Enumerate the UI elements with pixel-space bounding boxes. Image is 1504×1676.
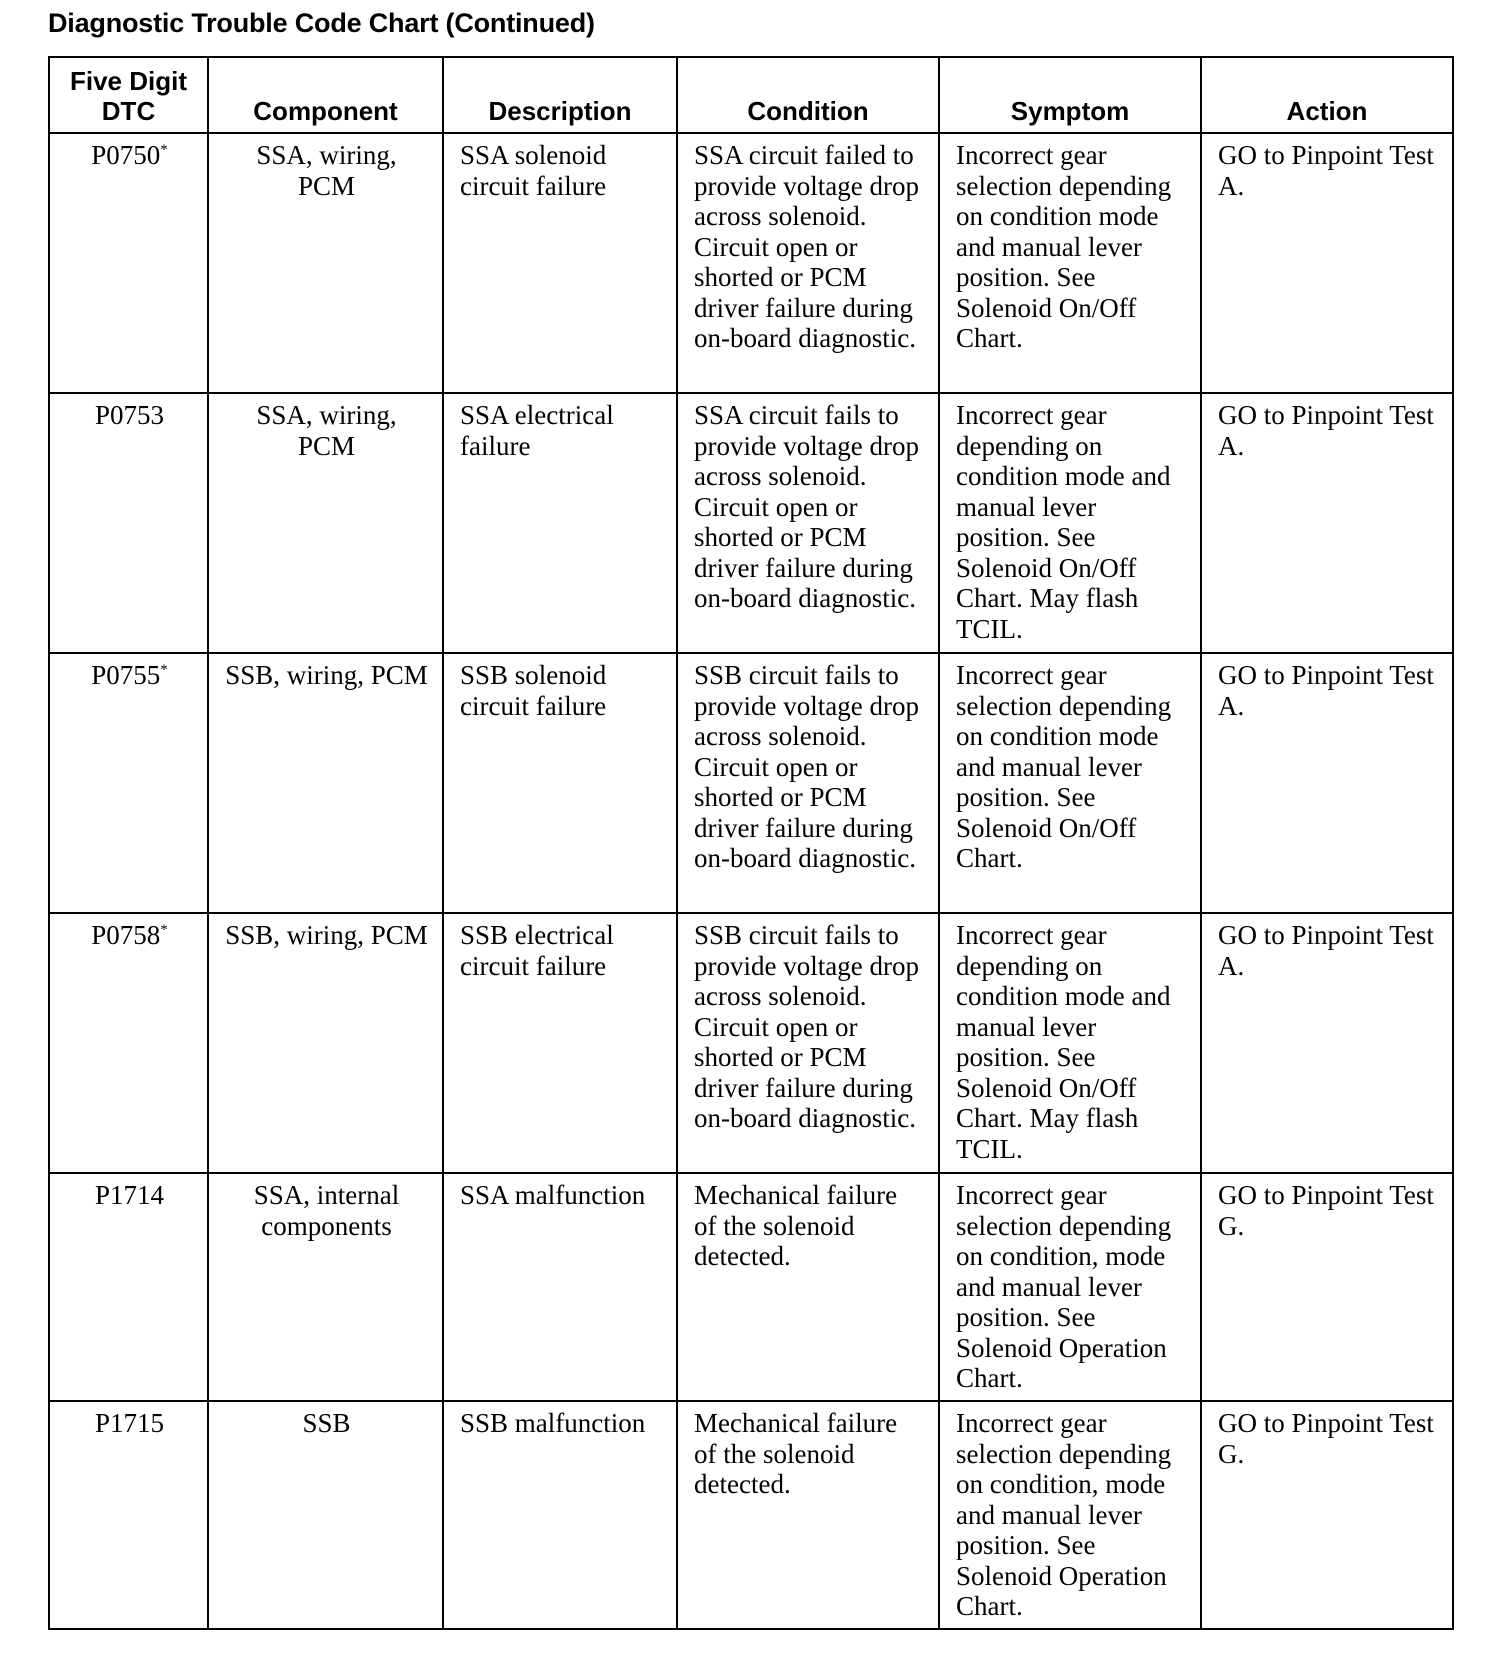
condition-cell: SSA circuit fails to provide voltage drop across solenoid. Circuit open or shorted or PCM driver failure during on-board diagnostic. bbox=[677, 393, 939, 653]
dtc-cell bbox=[49, 913, 208, 1173]
action-cell: GO to Pinpoint Test G. bbox=[1201, 1173, 1453, 1401]
dtc-cell bbox=[49, 393, 208, 653]
condition-cell: SSB circuit fails to provide voltage drop across solenoid. Circuit open or shorted or PCM driver failure during on-board diagnostic. bbox=[677, 653, 939, 913]
column-header-dtc-line1: Five Digit bbox=[69, 66, 187, 96]
action-cell: GO to Pinpoint Test A. bbox=[1201, 653, 1453, 913]
table-row bbox=[49, 133, 1453, 393]
action-cell: GO to Pinpoint Test A. bbox=[1201, 913, 1453, 1173]
description-cell: SSB electrical circuit failure bbox=[443, 913, 677, 1173]
column-header-symptom: Symptom bbox=[939, 57, 1201, 133]
symptom-cell: Incorrect gear selection depending on condition mode and manual lever position. See Solenoid On/Off Chart. bbox=[939, 653, 1201, 913]
symptom-cell: Incorrect gear depending on condition mode and manual lever position. See Solenoid On/Off Chart. May flash TCIL. bbox=[939, 393, 1201, 653]
dtc-cell bbox=[49, 1401, 208, 1629]
dtc-code: P0758 bbox=[91, 920, 161, 950]
dtc-code: P1714 bbox=[94, 1180, 165, 1210]
column-header-condition: Condition bbox=[677, 57, 939, 133]
component-cell: SSB, wiring, PCM bbox=[208, 913, 443, 1173]
dtc-cell bbox=[49, 133, 208, 393]
component-cell: SSA, wiring, PCM bbox=[208, 133, 443, 393]
symptom-cell: Incorrect gear depending on condition mode and manual lever position. See Solenoid On/Off Chart. May flash TCIL. bbox=[939, 913, 1201, 1173]
column-header-description: Description bbox=[443, 57, 677, 133]
dtc-cell bbox=[49, 653, 208, 913]
condition-cell: Mechanical failure of the solenoid detected. bbox=[677, 1401, 939, 1629]
description-cell: SSB solenoid circuit failure bbox=[443, 653, 677, 913]
component-cell: SSB, wiring, PCM bbox=[208, 653, 443, 913]
action-cell: GO to Pinpoint Test A. bbox=[1201, 393, 1453, 653]
footnote-mark: * bbox=[160, 142, 168, 158]
condition-cell: SSB circuit fails to provide voltage drop across solenoid. Circuit open or shorted or PCM driver failure during on-board diagnostic. bbox=[677, 913, 939, 1173]
action-cell: GO to Pinpoint Test A. bbox=[1201, 133, 1453, 393]
footnote-mark: * bbox=[160, 662, 168, 678]
column-header-action: Action bbox=[1201, 57, 1453, 133]
table-header-row bbox=[49, 57, 1453, 133]
table-row bbox=[49, 1173, 1453, 1401]
component-cell: SSA, wiring, PCM bbox=[208, 393, 443, 653]
dtc-chart-table bbox=[48, 56, 1454, 1630]
symptom-cell: Incorrect gear selection depending on condition, mode and manual lever position. See Solenoid Operation Chart. bbox=[939, 1401, 1201, 1629]
dtc-code: P0755 bbox=[91, 660, 161, 690]
dtc-code: P0753 bbox=[94, 400, 165, 430]
condition-cell: SSA circuit failed to provide voltage drop across solenoid. Circuit open or shorted or PCM driver failure during on-board diagnostic. bbox=[677, 133, 939, 393]
column-header-component: Component bbox=[208, 57, 443, 133]
action-cell: GO to Pinpoint Test G. bbox=[1201, 1401, 1453, 1629]
page-title: Diagnostic Trouble Code Chart (Continued) bbox=[48, 8, 595, 38]
description-cell: SSA malfunction bbox=[443, 1173, 677, 1401]
component-cell: SSA, internal components bbox=[208, 1173, 443, 1401]
dtc-code: P1715 bbox=[94, 1408, 165, 1438]
description-cell: SSA electrical failure bbox=[443, 393, 677, 653]
table-row bbox=[49, 653, 1453, 913]
description-cell: SSB malfunction bbox=[443, 1401, 677, 1629]
symptom-cell: Incorrect gear selection depending on condition mode and manual lever position. See Solenoid On/Off Chart. bbox=[939, 133, 1201, 393]
dtc-code: P0750 bbox=[91, 140, 161, 170]
condition-cell: Mechanical failure of the solenoid detected. bbox=[677, 1173, 939, 1401]
table-row bbox=[49, 393, 1453, 653]
component-cell: SSB bbox=[208, 1401, 443, 1629]
description-cell: SSA solenoid circuit failure bbox=[443, 133, 677, 393]
table-row bbox=[49, 1401, 1453, 1629]
table-row bbox=[49, 913, 1453, 1173]
footnote-mark: * bbox=[160, 922, 168, 938]
dtc-cell bbox=[49, 1173, 208, 1401]
symptom-cell: Incorrect gear selection depending on condition, mode and manual lever position. See Solenoid Operation Chart. bbox=[939, 1173, 1201, 1401]
column-header-dtc bbox=[49, 57, 208, 133]
column-header-dtc-line2: DTC bbox=[101, 96, 156, 126]
